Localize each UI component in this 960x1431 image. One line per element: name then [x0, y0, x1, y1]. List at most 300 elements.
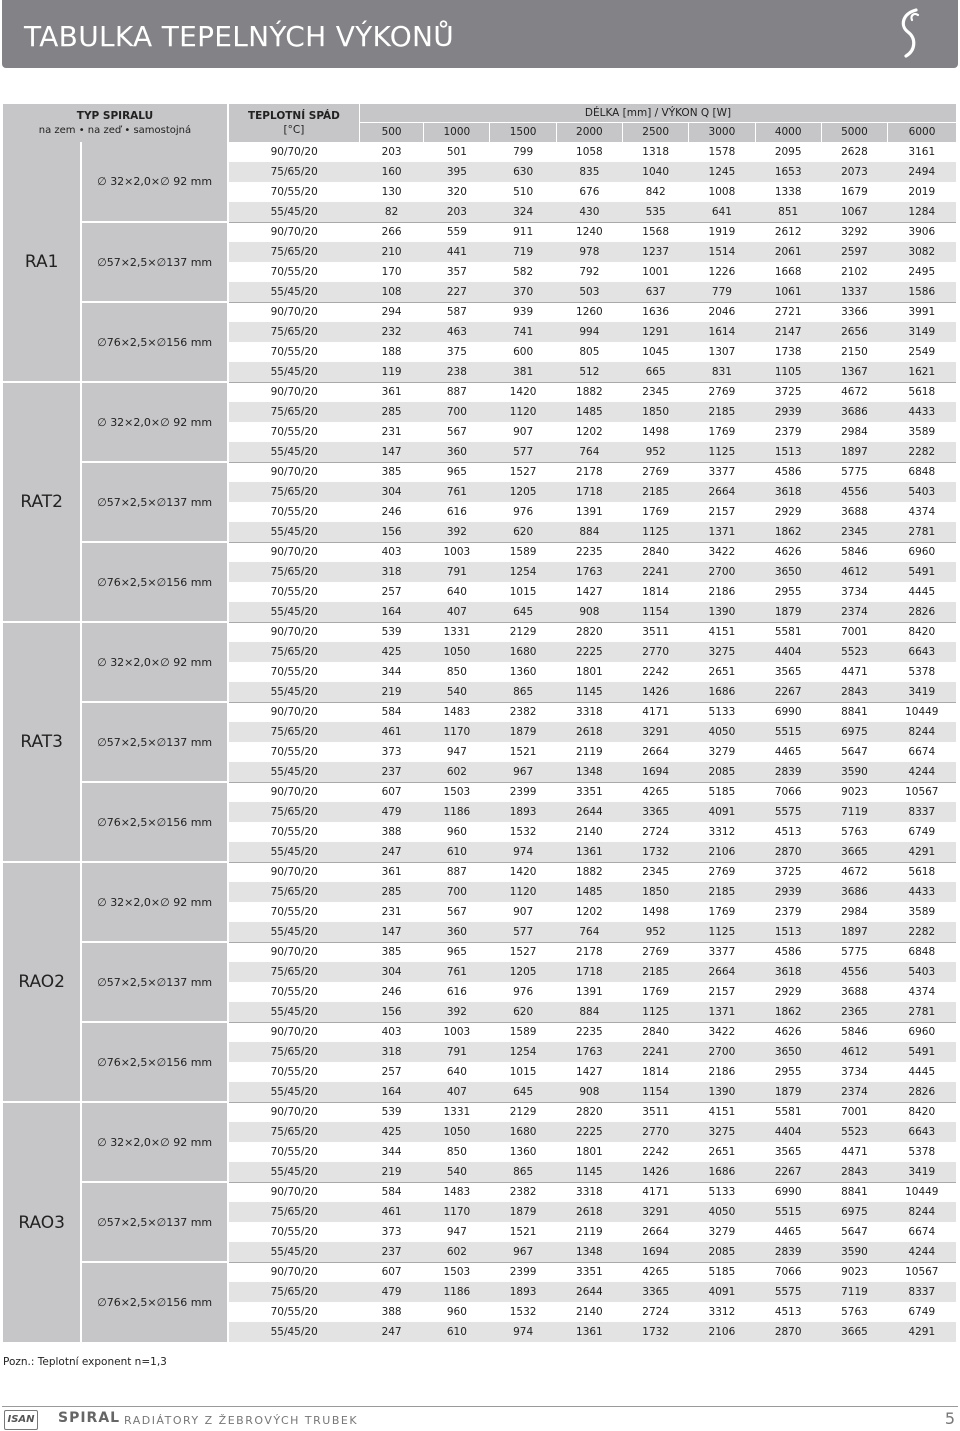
output-value-cell: 539	[359, 1102, 423, 1122]
output-value-cell: 967	[490, 762, 556, 782]
output-value-cell: 210	[359, 242, 423, 262]
output-value-cell: 559	[424, 222, 490, 242]
output-value-cell: 4445	[908, 586, 936, 598]
output-value-cell: 4513	[774, 826, 802, 838]
output-value-cell: 2769	[623, 942, 689, 962]
pipe-dimension-cell: ∅76×2,5×∅156 mm	[81, 542, 228, 622]
output-value-cell: 3318	[556, 702, 622, 722]
output-value-cell: 1769	[642, 506, 670, 518]
type-column-header	[3, 104, 228, 142]
output-value-cell: 3312	[708, 1306, 736, 1318]
output-value-cell: 2839	[755, 1242, 821, 1262]
output-value-cell: 2984	[841, 426, 868, 438]
output-value-cell: 1636	[623, 302, 689, 322]
output-value-cell: 361	[359, 382, 423, 402]
output-value-cell: 4404	[755, 1122, 821, 1142]
table-row	[3, 382, 956, 402]
output-value-cell: 1337	[821, 282, 887, 302]
output-value-cell: 1426	[623, 682, 689, 702]
output-value-cell: 441	[424, 242, 490, 262]
output-value-cell: 535	[623, 202, 689, 222]
output-value-cell: 2073	[821, 162, 887, 182]
temp-gradient-cell: 55/45/20	[228, 522, 360, 542]
table-row	[3, 862, 956, 882]
output-value-cell: 1586	[888, 282, 956, 302]
output-value-cell: 2839	[755, 762, 821, 782]
output-value-cell: 2494	[888, 162, 956, 182]
output-value-cell: 2612	[755, 222, 821, 242]
output-value-cell: 2345	[623, 382, 689, 402]
output-value-cell: 4556	[821, 962, 887, 982]
output-value-cell: 5185	[689, 782, 755, 802]
output-value-cell: 5403	[888, 482, 956, 502]
output-value-cell: 645	[490, 1082, 556, 1102]
output-value-cell: 700	[424, 882, 490, 902]
length-header-cell: 1000	[424, 122, 490, 142]
output-value-cell: 630	[490, 162, 556, 182]
output-value-cell: 4513	[774, 1306, 802, 1318]
output-value-cell: 4244	[888, 762, 956, 782]
output-value-cell: 82	[359, 202, 423, 222]
output-value-cell: 5523	[821, 1122, 887, 1142]
temp-gradient-cell: 75/65/20	[228, 1042, 360, 1062]
output-value-cell: 1653	[755, 162, 821, 182]
output-value-cell: 884	[556, 522, 622, 542]
output-value-cell: 1862	[755, 1002, 821, 1022]
output-value-cell: 2095	[774, 146, 802, 158]
footer-subtitle: RADIÁTORY Z ŽEBROVÝCH TRUBEK	[124, 1414, 359, 1427]
output-value-cell: 3422	[689, 1022, 755, 1042]
output-value-cell: 3422	[689, 542, 755, 562]
output-value-cell: 799	[513, 146, 534, 158]
output-value-cell: 3618	[755, 962, 821, 982]
output-value-cell: 461	[359, 722, 423, 742]
output-value-cell: 1427	[576, 586, 603, 598]
output-value-cell: 510	[513, 186, 534, 198]
output-value-cell: 156	[359, 522, 423, 542]
output-value-cell: 388	[381, 1306, 402, 1318]
temp-gradient-cell: 70/55/20	[228, 662, 360, 682]
output-value-cell: 10567	[888, 782, 956, 802]
output-value-cell: 1527	[490, 462, 556, 482]
output-value-cell: 6643	[888, 642, 956, 662]
output-value-cell: 907	[513, 426, 534, 438]
output-value-cell: 1589	[490, 1022, 556, 1042]
output-value-cell: 479	[359, 802, 423, 822]
output-value-cell: 373	[381, 746, 402, 758]
output-value-cell: 3686	[821, 402, 887, 422]
length-header-cell: 1500	[490, 122, 556, 142]
output-value-cell: 5846	[821, 1022, 887, 1042]
temp-gradient-cell: 55/45/20	[228, 1002, 360, 1022]
output-value-cell: 5133	[689, 702, 755, 722]
output-value-cell: 3991	[888, 302, 956, 322]
output-value-cell: 2870	[755, 842, 821, 862]
output-value-cell: 318	[359, 1042, 423, 1062]
output-value-cell: 1578	[708, 146, 736, 158]
output-value-cell: 1050	[424, 642, 490, 662]
output-value-cell: 164	[359, 602, 423, 622]
output-value-cell: 1254	[490, 562, 556, 582]
output-value-cell: 1668	[774, 266, 802, 278]
output-value-cell: 164	[359, 1082, 423, 1102]
output-value-cell: 2597	[821, 242, 887, 262]
output-value-cell: 4433	[888, 882, 956, 902]
output-value-cell: 607	[359, 1262, 423, 1282]
output-value-cell: 2382	[490, 702, 556, 722]
output-value-cell: 304	[359, 482, 423, 502]
temp-gradient-cell: 55/45/20	[228, 1082, 360, 1102]
pipe-dimension-cell: ∅ 32×2,0×∅ 92 mm	[81, 1102, 228, 1182]
output-value-cell: 1067	[821, 202, 887, 222]
output-value-cell: 8841	[821, 702, 887, 722]
table-row	[3, 622, 956, 642]
output-value-cell: 577	[490, 442, 556, 462]
temp-gradient-cell: 75/65/20	[228, 482, 360, 502]
temp-gradient-cell: 90/70/20	[228, 542, 360, 562]
output-value-cell: 5618	[888, 862, 956, 882]
output-value-cell: 602	[424, 1242, 490, 1262]
output-value-cell: 3149	[888, 322, 956, 342]
output-value-cell: 170	[381, 266, 402, 278]
output-value-cell: 567	[446, 906, 467, 918]
output-value-cell: 357	[446, 266, 467, 278]
output-value-cell: 501	[446, 146, 467, 158]
output-value-cell: 1514	[689, 242, 755, 262]
output-value-cell: 4465	[774, 1226, 802, 1238]
temp-column-header	[228, 104, 360, 142]
temp-gradient-cell: 90/70/20	[228, 622, 360, 642]
output-value-cell: 2769	[623, 462, 689, 482]
output-value-cell: 2870	[755, 1322, 821, 1342]
table-row	[3, 1182, 956, 1202]
output-value-cell: 1003	[424, 542, 490, 562]
output-value-cell: 842	[645, 186, 666, 198]
temp-gradient-cell: 70/55/20	[228, 742, 360, 762]
output-value-cell: 4291	[888, 1322, 956, 1342]
output-value-cell: 1254	[490, 1042, 556, 1062]
temp-gradient-cell: 70/55/20	[228, 822, 360, 842]
output-value-cell: 1882	[556, 382, 622, 402]
output-value-cell: 1307	[708, 346, 736, 358]
output-value-cell: 10449	[888, 1182, 956, 1202]
output-value-cell: 2618	[556, 722, 622, 742]
pipe-dimension-cell: ∅ 32×2,0×∅ 92 mm	[81, 862, 228, 942]
temp-gradient-cell: 55/45/20	[228, 282, 360, 302]
output-value-cell: 1427	[576, 1066, 603, 1078]
radiator-type-cell: RAO3	[3, 1102, 81, 1342]
output-value-cell: 1893	[490, 802, 556, 822]
output-value-cell: 539	[359, 622, 423, 642]
output-value-cell: 865	[490, 682, 556, 702]
output-value-cell: 344	[381, 666, 402, 678]
output-value-cell: 1186	[424, 802, 490, 822]
pipe-dimension-cell: ∅76×2,5×∅156 mm	[81, 1022, 228, 1102]
temp-gradient-cell: 75/65/20	[228, 162, 360, 182]
output-value-cell: 2664	[689, 962, 755, 982]
output-value-cell: 584	[359, 702, 423, 722]
temp-gradient-cell: 75/65/20	[228, 1202, 360, 1222]
output-value-cell: 6643	[888, 1122, 956, 1142]
output-value-cell: 3279	[708, 1226, 736, 1238]
output-value-cell: 160	[359, 162, 423, 182]
output-value-cell: 2157	[708, 506, 736, 518]
output-value-cell: 119	[359, 362, 423, 382]
temp-gradient-cell: 55/45/20	[228, 842, 360, 862]
output-value-cell: 1426	[623, 1162, 689, 1182]
output-value-cell: 2820	[556, 1102, 622, 1122]
output-value-cell: 3366	[821, 302, 887, 322]
output-value-cell: 3511	[623, 1102, 689, 1122]
output-value-cell: 2129	[490, 622, 556, 642]
output-value-cell: 791	[424, 562, 490, 582]
spiral-s-logo-icon	[892, 6, 928, 62]
output-value-cell: 791	[424, 1042, 490, 1062]
output-value-cell: 231	[381, 906, 402, 918]
temp-gradient-cell: 70/55/20	[228, 982, 360, 1002]
temp-gradient-cell: 55/45/20	[228, 682, 360, 702]
temp-gradient-cell: 55/45/20	[228, 602, 360, 622]
output-value-cell: 1686	[689, 682, 755, 702]
output-value-cell: 616	[446, 506, 467, 518]
output-value-cell: 587	[424, 302, 490, 322]
output-value-cell: 540	[424, 682, 490, 702]
output-value-cell: 2843	[821, 682, 887, 702]
output-value-cell: 4612	[821, 562, 887, 582]
temp-gradient-cell: 70/55/20	[228, 902, 360, 922]
output-value-cell: 373	[381, 1226, 402, 1238]
table-row	[3, 142, 956, 162]
temp-gradient-cell: 55/45/20	[228, 442, 360, 462]
output-value-cell: 5575	[755, 802, 821, 822]
length-header-cell: 2500	[623, 122, 689, 142]
output-value-cell: 4244	[888, 1242, 956, 1262]
output-value-cell: 238	[424, 362, 490, 382]
output-value-cell: 203	[381, 146, 402, 158]
output-value-cell: 2157	[708, 986, 736, 998]
output-value-cell: 388	[381, 826, 402, 838]
output-value-cell: 1291	[623, 322, 689, 342]
output-value-cell: 610	[424, 1322, 490, 1342]
output-value-cell: 2106	[689, 842, 755, 862]
output-value-cell: 1045	[642, 346, 670, 358]
output-value-cell: 960	[446, 1306, 467, 1318]
output-value-cell: 392	[424, 1002, 490, 1022]
pipe-dimension-cell: ∅76×2,5×∅156 mm	[81, 782, 228, 862]
output-value-cell: 1769	[708, 426, 736, 438]
table-row	[3, 702, 956, 722]
temp-gradient-cell: 70/55/20	[228, 1302, 360, 1322]
output-value-cell: 1361	[556, 1322, 622, 1342]
output-value-cell: 3686	[821, 882, 887, 902]
output-value-cell: 1513	[755, 442, 821, 462]
output-value-cell: 1105	[755, 362, 821, 382]
output-value-cell: 1485	[556, 402, 622, 422]
output-value-cell: 1763	[556, 562, 622, 582]
output-value-cell: 5775	[821, 942, 887, 962]
table-row	[3, 1262, 956, 1282]
output-value-cell: 3734	[841, 586, 868, 598]
output-value-cell: 6975	[821, 722, 887, 742]
temp-gradient-cell: 90/70/20	[228, 1022, 360, 1042]
output-value-cell: 4465	[774, 746, 802, 758]
temp-header-title: TEPLOTNÍ SPÁD	[247, 110, 340, 122]
output-value-cell: 908	[556, 602, 622, 622]
temp-gradient-cell: 90/70/20	[228, 862, 360, 882]
output-value-cell: 304	[359, 962, 423, 982]
output-value-cell: 219	[359, 682, 423, 702]
output-value-cell: 2129	[490, 1102, 556, 1122]
output-value-cell: 1801	[576, 1146, 603, 1158]
output-value-cell: 147	[359, 442, 423, 462]
output-value-cell: 10449	[888, 702, 956, 722]
output-value-cell: 908	[556, 1082, 622, 1102]
output-value-cell: 407	[424, 602, 490, 622]
output-value-cell: 1360	[509, 666, 537, 678]
temp-gradient-cell: 55/45/20	[228, 1322, 360, 1342]
output-value-cell: 1125	[689, 922, 755, 942]
output-value-cell: 2618	[556, 1202, 622, 1222]
output-value-cell: 1532	[509, 826, 537, 838]
output-value-cell: 947	[446, 1226, 467, 1238]
output-value-cell: 203	[424, 202, 490, 222]
output-value-cell: 2242	[642, 1146, 670, 1158]
output-value-cell: 1348	[556, 762, 622, 782]
output-value-cell: 130	[381, 186, 402, 198]
output-value-cell: 584	[359, 1182, 423, 1202]
output-value-cell: 676	[579, 186, 600, 198]
output-value-cell: 887	[424, 862, 490, 882]
output-value-cell: 3688	[841, 506, 868, 518]
output-value-cell: 1120	[490, 402, 556, 422]
output-value-cell: 9023	[821, 782, 887, 802]
output-value-cell: 5523	[821, 642, 887, 662]
output-value-cell: 6749	[908, 826, 936, 838]
output-value-cell: 2644	[556, 802, 622, 822]
temp-gradient-cell: 55/45/20	[228, 362, 360, 382]
output-value-cell: 6975	[821, 1202, 887, 1222]
output-value-cell: 2826	[888, 602, 956, 622]
output-value-cell: 2185	[689, 882, 755, 902]
output-value-cell: 1513	[755, 922, 821, 942]
output-value-cell: 2085	[689, 1242, 755, 1262]
output-value-cell: 5763	[841, 1306, 868, 1318]
output-value-cell: 976	[513, 506, 534, 518]
output-value-cell: 761	[424, 482, 490, 502]
output-value-cell: 8420	[888, 622, 956, 642]
temp-gradient-cell: 55/45/20	[228, 202, 360, 222]
output-value-cell: 2769	[689, 862, 755, 882]
output-value-cell: 952	[623, 922, 689, 942]
output-value-cell: 1483	[424, 1182, 490, 1202]
output-value-cell: 2242	[642, 666, 670, 678]
output-value-cell: 2724	[642, 1306, 670, 1318]
output-value-cell: 2140	[576, 1306, 603, 1318]
output-value-cell: 385	[359, 462, 423, 482]
output-value-cell: 577	[490, 922, 556, 942]
output-value-cell: 607	[359, 782, 423, 802]
output-value-cell: 237	[359, 1242, 423, 1262]
output-value-cell: 1568	[623, 222, 689, 242]
temp-gradient-cell: 55/45/20	[228, 762, 360, 782]
output-value-cell: 3351	[556, 782, 622, 802]
output-value-cell: 395	[424, 162, 490, 182]
output-value-cell: 4626	[755, 542, 821, 562]
radiator-type-cell: RAO2	[3, 862, 81, 1102]
temp-gradient-cell: 70/55/20	[228, 582, 360, 602]
output-value-cell: 385	[359, 942, 423, 962]
output-value-cell: 1763	[556, 1042, 622, 1062]
output-value-cell: 479	[359, 1282, 423, 1302]
output-value-cell: 1694	[623, 762, 689, 782]
output-value-cell: 637	[623, 282, 689, 302]
radiator-type-cell: RA1	[3, 142, 81, 382]
output-value-cell: 1170	[424, 722, 490, 742]
output-value-cell: 835	[556, 162, 622, 182]
output-value-cell: 887	[424, 382, 490, 402]
output-value-cell: 5133	[689, 1182, 755, 1202]
output-value-cell: 4586	[755, 942, 821, 962]
output-value-cell: 2106	[689, 1322, 755, 1342]
output-value-cell: 1205	[490, 962, 556, 982]
temp-gradient-cell: 55/45/20	[228, 1242, 360, 1262]
output-value-cell: 974	[490, 842, 556, 862]
output-value-cell: 4050	[689, 1202, 755, 1222]
output-value-cell: 3734	[841, 1066, 868, 1078]
output-value-cell: 3318	[556, 1182, 622, 1202]
temp-gradient-cell: 90/70/20	[228, 1262, 360, 1282]
output-value-cell: 2781	[888, 522, 956, 542]
output-value-cell: 1125	[689, 442, 755, 462]
output-value-cell: 8841	[821, 1182, 887, 1202]
temp-gradient-cell: 70/55/20	[228, 422, 360, 442]
temp-gradient-cell: 90/70/20	[228, 1182, 360, 1202]
output-value-cell: 1154	[623, 602, 689, 622]
output-value-cell: 1614	[689, 322, 755, 342]
table-row	[3, 942, 956, 962]
output-value-cell: 1391	[576, 986, 603, 998]
output-value-cell: 865	[490, 1162, 556, 1182]
output-value-cell: 266	[359, 222, 423, 242]
output-value-cell: 1879	[490, 1202, 556, 1222]
pipe-dimension-cell: ∅76×2,5×∅156 mm	[81, 302, 228, 382]
output-value-cell: 1390	[689, 602, 755, 622]
output-value-cell: 219	[359, 1162, 423, 1182]
output-value-cell: 1125	[623, 1002, 689, 1022]
pipe-dimension-cell: ∅57×2,5×∅137 mm	[81, 222, 228, 302]
output-value-cell: 1680	[490, 1122, 556, 1142]
output-value-cell: 2185	[689, 402, 755, 422]
output-value-cell: 5618	[888, 382, 956, 402]
output-value-cell: 3565	[774, 666, 802, 678]
output-value-cell: 616	[446, 986, 467, 998]
output-value-cell: 156	[359, 1002, 423, 1022]
output-value-cell: 2644	[556, 1282, 622, 1302]
output-value-cell: 645	[490, 602, 556, 622]
output-value-cell: 2700	[689, 562, 755, 582]
output-value-cell: 285	[359, 882, 423, 902]
output-value-cell: 960	[446, 826, 467, 838]
output-value-cell: 6960	[888, 542, 956, 562]
pipe-dimension-cell: ∅57×2,5×∅137 mm	[81, 942, 228, 1022]
output-value-cell: 4586	[755, 462, 821, 482]
output-value-cell: 5846	[821, 542, 887, 562]
output-value-cell: 2374	[821, 1082, 887, 1102]
page-title: TABULKA TEPELNÝCH VÝKONŮ	[24, 20, 455, 53]
output-value-cell: 2939	[755, 402, 821, 422]
output-value-cell: 792	[579, 266, 600, 278]
output-value-cell: 1202	[576, 426, 603, 438]
